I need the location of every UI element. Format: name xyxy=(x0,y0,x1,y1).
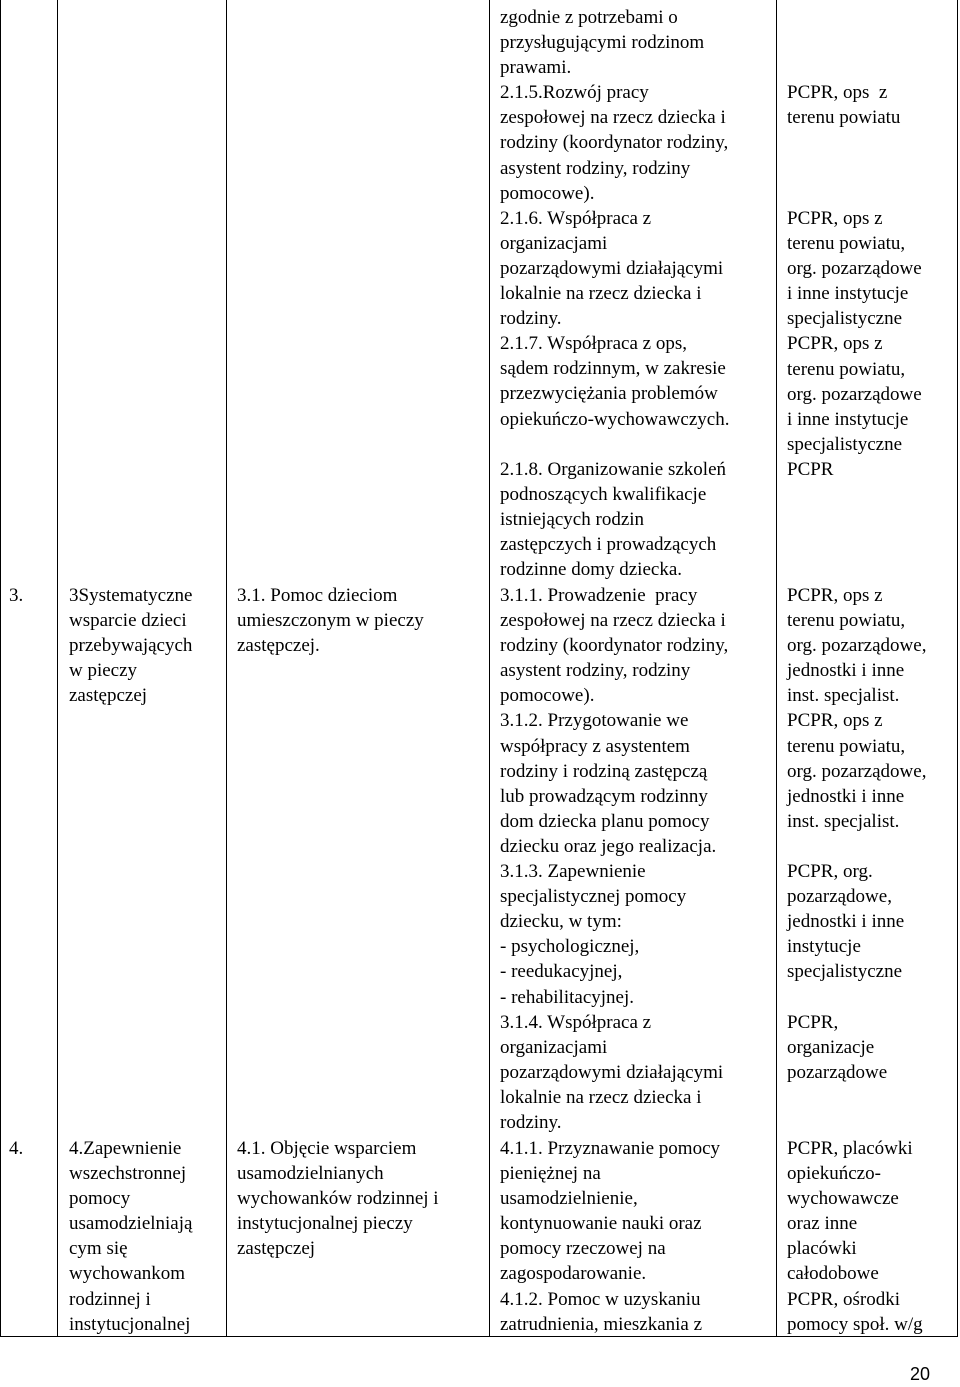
column-divider xyxy=(226,0,227,1337)
actions-block: 2.1.8. Organizowanie szkoleń podnoszących kwalifikacje istniejących rodzin zastępczych i prowadzących rodzinne domy dziecka. xyxy=(500,459,727,581)
column-divider xyxy=(57,0,58,1337)
goal-cell: 4.Zapewnienie wszechstronnej pomocy usamodzielniają cym się wychowankom rodzinnej i instytucjonalnej xyxy=(69,1138,193,1335)
row-number: 3. xyxy=(9,585,24,606)
responsible-block: PCPR, ops z terenu powiatu, org. pozarządowe, jednostki i inne inst. specjalist. PCPR, ops z terenu powiatu, org. pozarządowe, jednostki i inne inst. specjalist. xyxy=(787,585,927,832)
actions-block: 3.1.1. Prowadzenie pracy zespołowej na rzecz dziecka i rodziny (koordynator rodziny, asystent rodziny, rodziny pomocowe). 3.1.2. Przygotowanie we współpracy z asystentem rodziny i rodziną zastępczą lub prowadzącym rodzinny dom dziecka planu pomocy dziecku oraz jego realizacja. 3.1.3. Zapewnienie specjalistycznej pomocy dziecku, w tym: - psychologicznej, - reedukacyjnej, - rehabilitacyjnej. 3.1.4. Współpraca z organizacjami pozarządowymi działającymi lokalnie na rzecz dziecka i rodziny. xyxy=(500,585,729,1133)
task-cell: 3.1. Pomoc dzieciom umieszczonym w pieczy zastępczej. xyxy=(237,585,424,657)
responsible-block: PCPR, ops z terenu powiatu, org. pozarządowe i inne instytucje specjalistyczne PCPR, ops z terenu powiatu, org. pozarządowe i inne instytucje specjalistyczne PCPR xyxy=(787,208,922,480)
task-cell: 4.1. Objęcie wsparciem usamodzielnianych wychowanków rodzinnej i instytucjonalnej pieczy zastępczej xyxy=(237,1138,439,1260)
row-number: 4. xyxy=(9,1138,24,1159)
table-border-right xyxy=(957,0,958,1337)
responsible-block: PCPR, org. pozarządowe, jednostki i inne instytucje specjalistyczne xyxy=(787,861,905,983)
actions-block: 4.1.1. Przyznawanie pomocy pieniężnej na usamodzielnienie, kontynuowanie nauki oraz pomocy rzeczowej na zagospodarowanie. 4.1.2. Pomoc w uzyskaniu zatrudnienia, mieszkania z xyxy=(500,1138,721,1335)
column-divider xyxy=(489,0,490,1337)
actions-block: zgodnie z potrzebami o przysługującymi rodzinom prawami. 2.1.5.Rozwój pracy zespołowej na rzecz dziecka i rodziny (koordynator rodziny, asystent rodziny, rodziny pomocowe). 2.1.6. Współpraca z organizacjami pozarządowymi działającymi lokalnie na rzecz dziecka i rodziny. 2.1.7. Współpraca z ops, sądem rodzinnym, w zakresie przezwyciężania problemów opiekuńczo-wychowawczych. xyxy=(500,7,730,430)
column-divider xyxy=(776,0,777,1337)
responsible-block: PCPR, organizacje pozarządowe xyxy=(787,1012,888,1084)
responsible-block: PCPR, placówki opiekuńczo- wychowawcze oraz inne placówki całodobowe PCPR, ośrodki pomocy społ. w/g xyxy=(787,1138,923,1335)
responsible-block: PCPR, ops z terenu powiatu xyxy=(787,82,901,129)
page-number: 20 xyxy=(909,1364,930,1384)
table-border-left xyxy=(0,0,1,1337)
goal-cell: 3Systematyczne wsparcie dzieci przebywających w pieczy zastępczej xyxy=(69,585,193,707)
